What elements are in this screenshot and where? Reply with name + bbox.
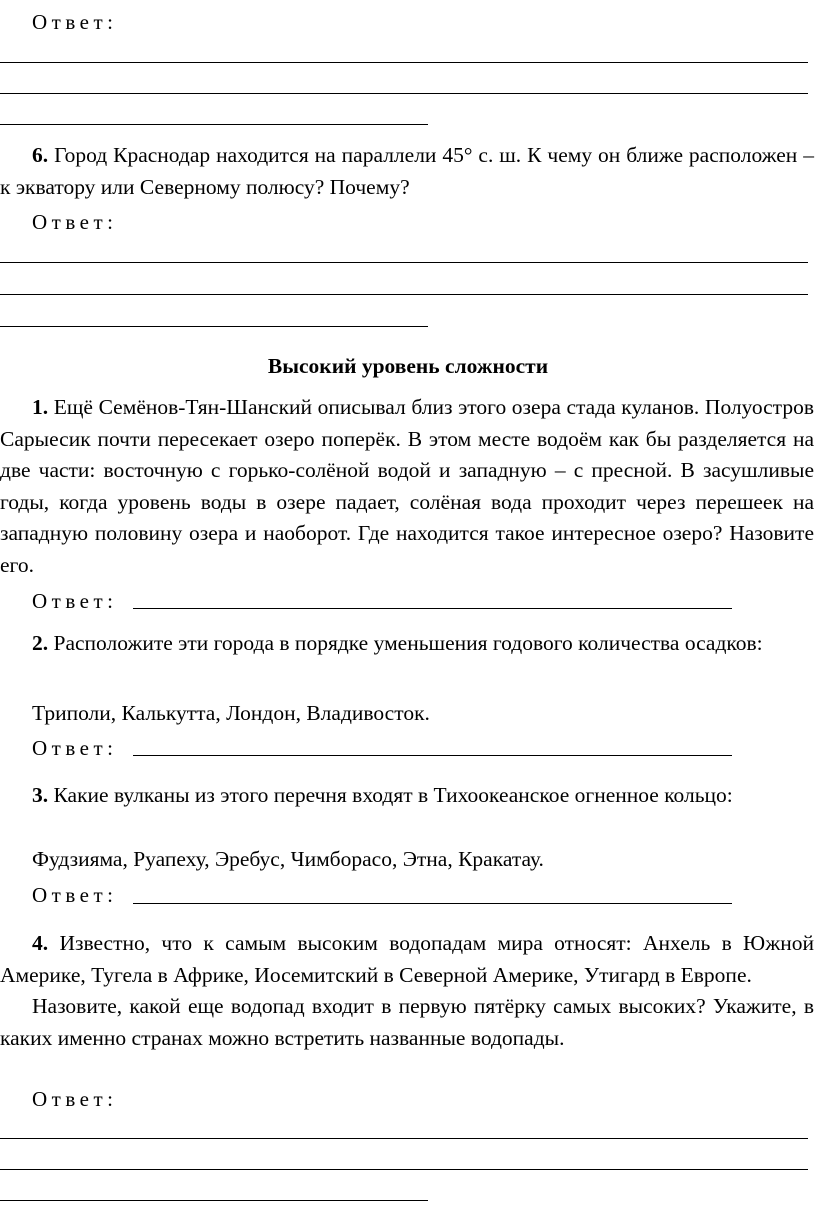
task-text: Расположите эти города в порядке уменьшения годового количества осадков: [53, 631, 763, 655]
city-list: Триполи, Калькутта, Лондон, Владивосток. [32, 701, 430, 725]
task-text: Ещё Семёнов-Тян-Шанский описывал близ этого озера стада куланов. Полуостров Сарыесик почти пересекает озеро поперёк. В этом месте водоём как бы разделяется на две части: восточную с горько-солёной водой и западную – с пресной. В засушливые годы, когда уровень воды в озере падает, солёная вода проходит через перешеек на западную половину озера и наоборот. Где находится такое интересное озеро? Назовите его. [0, 395, 814, 577]
answer-line[interactable] [0, 262, 808, 263]
task-2 [0, 628, 814, 660]
task-text: Известно, что к самым высоким водопадам мира относят: Анхель в Южной Америке, Тугела в Африке, Иосемитский в Северной Америке, Утигард в Европе. [0, 931, 814, 987]
question-text: Город Краснодар находится на параллели 45° с. ш. К чему он ближе расположен – к экватору или Северному полюсу? Почему? [0, 143, 814, 199]
question-6 [0, 140, 814, 203]
answer-label: Ответ: [32, 10, 118, 34]
task-1 [0, 392, 814, 581]
task-text-2: Назовите, какой еще водопад входит в первую пятёрку самых высоких? Укажите, в каких именно странах можно встретить названные водопады. [0, 994, 814, 1050]
task-4 [0, 928, 814, 1054]
volcano-list: Фудзияма, Руапеху, Эребус, Чимборасо, Этна, Кракатау. [32, 847, 544, 871]
answer-label: Ответ: [32, 736, 118, 760]
answer-label: Ответ: [32, 589, 118, 613]
answer-label: Ответ: [32, 883, 118, 907]
answer-line[interactable] [0, 1200, 428, 1201]
question-number: 6. [32, 143, 49, 167]
task-number: 1. [32, 395, 49, 419]
task-number: 2. [32, 631, 49, 655]
task-3 [0, 780, 814, 812]
task-text: Какие вулканы из этого перечня входят в Тихоокеанское огненное кольцо: [53, 783, 733, 807]
answer-line[interactable] [0, 294, 808, 295]
section-title: Высокий уровень сложности [267, 354, 549, 378]
answer-line[interactable] [133, 608, 732, 609]
answer-line[interactable] [0, 1169, 808, 1170]
answer-label: Ответ: [32, 1087, 118, 1111]
answer-line[interactable] [0, 93, 808, 94]
task-number: 3. [32, 783, 49, 807]
answer-line[interactable] [0, 326, 428, 327]
answer-line[interactable] [133, 755, 732, 756]
answer-line[interactable] [133, 903, 732, 904]
answer-label: Ответ: [32, 210, 118, 234]
task-number: 4. [32, 931, 49, 955]
answer-line[interactable] [0, 1138, 808, 1139]
answer-line[interactable] [0, 62, 808, 63]
answer-line[interactable] [0, 124, 428, 125]
